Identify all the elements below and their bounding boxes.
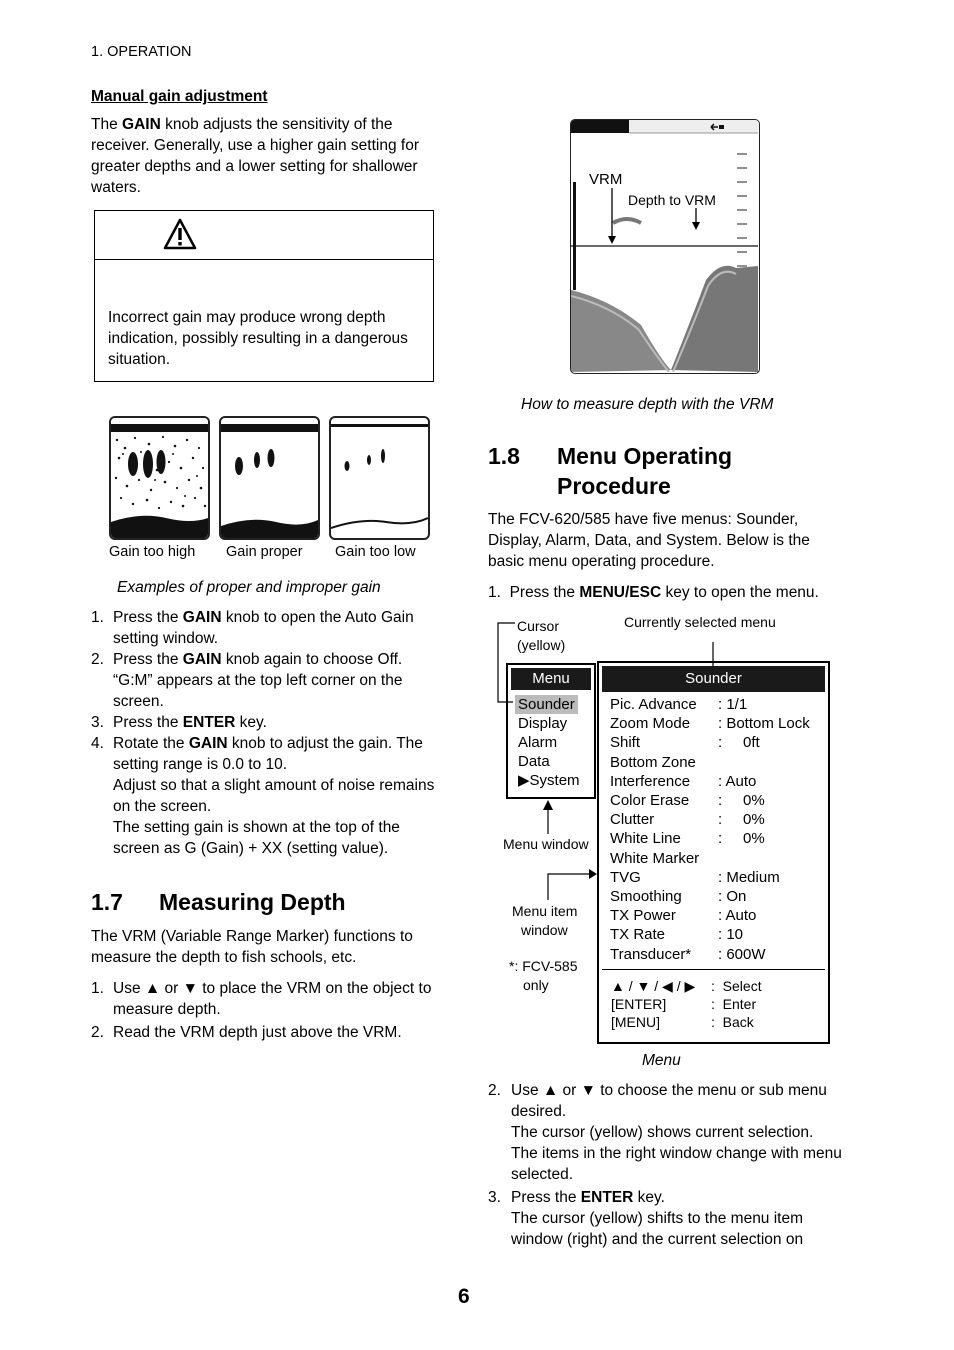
key-hint-key: [ENTER] (611, 996, 667, 1012)
menu-item-sounder[interactable]: Sounder (515, 695, 578, 714)
menu-setting-value: : 0ft (718, 734, 760, 752)
measuring-depth-intro: The VRM (Variable Range Marker) functions to measure the depth to fish schools, etc. (91, 928, 413, 966)
menu-item-window-label-line2: window (521, 922, 568, 938)
warning-icon (163, 218, 197, 250)
menu-setting-name[interactable]: Bottom Zone (610, 753, 696, 771)
menu-setting-name[interactable]: White Line (610, 830, 681, 848)
list-item: 4. Rotate the GAIN knob to adjust the gain. The setting range is 0.0 to 10. Adjust so that a slight amount of noise remains on the screen. The setting gain is shown at the top of the screen as G (Gain) + XX (setting value). (91, 733, 443, 859)
vrm-arrows (600, 186, 710, 246)
caution-box (94, 210, 434, 382)
running-header: 1. OPERATION (91, 44, 192, 60)
cursor-label-line2: (yellow) (517, 637, 566, 653)
menu-item-data[interactable]: Data (518, 753, 550, 770)
vrm-sounder-image (570, 119, 760, 374)
list-item: 3. Press the ENTER key. (91, 714, 267, 731)
step4-note-display: The setting gain is shown at the top of the screen as G (Gain) + XX (setting value). (113, 819, 400, 857)
menu-window (506, 663, 596, 799)
manual-gain-heading: Manual gain adjustment (91, 88, 268, 105)
gain-examples-figure (108, 416, 433, 566)
depth-to-vrm-label: Depth to VRM (628, 192, 716, 208)
gain-too-low-image (329, 416, 430, 540)
menu-setting-name[interactable]: Zoom Mode (610, 715, 691, 733)
vrm-label: VRM (589, 171, 623, 188)
step4-note-noise: Adjust so that a slight amount of noise remains on the screen. (113, 777, 435, 815)
menu-setting-name[interactable]: Interference (610, 772, 691, 790)
footnote-line2: only (523, 977, 549, 993)
menu-setting-value: : Auto (718, 772, 757, 790)
menu-step-3-note: The cursor (yellow) shifts to the menu item window (right) and the current selection on (511, 1210, 804, 1248)
menu-setting-value: : 0% (718, 830, 765, 848)
gain-too-high-image (109, 416, 210, 540)
key-hint-action: : Select (711, 978, 762, 994)
menu-setting-name[interactable]: Smoothing (610, 888, 682, 905)
key-hint-key: ▲ / ▼ / ◀ / ▶ (611, 978, 696, 994)
caution-text: Incorrect gain may produce wrong depth indication, possibly resulting in a dangerous situation. (108, 309, 408, 368)
menu-setting-value: : 10 (718, 926, 744, 944)
list-item: 1. Use ▲ or ▼ to place the VRM on the object to measure depth. (91, 980, 432, 1018)
menu-setting-value: : 600W (718, 945, 766, 963)
footnote-line1: *: FCV-585 (509, 958, 578, 974)
menu-step-1: 1. Press the MENU/ESC key to open the menu. (488, 584, 819, 601)
menu-procedure-intro: The FCV-620/585 have five menus: Sounder, Display, Alarm, Data, and System. Below is the basic menu operating procedure. (488, 511, 810, 570)
menu-figure-caption: Menu (642, 1052, 681, 1069)
menu-setting-value: : Bottom Lock (718, 715, 810, 733)
page-number: 6 (458, 1285, 470, 1308)
menu-setting-name[interactable]: Shift (610, 734, 641, 752)
key-hint-key: [MENU] (611, 1014, 660, 1030)
section-title-measuring-depth: 1.7 Measuring Depth (91, 889, 346, 915)
menu-step-3: 3. Press the ENTER key. The cursor (yellow) shifts to the menu item window (right) and the current selection on (488, 1187, 843, 1250)
key-hint-action: : Enter (711, 996, 757, 1012)
gain-proper-label: Gain proper (226, 544, 303, 560)
menu-setting-name[interactable]: White Marker (610, 849, 700, 867)
menu-setting-name[interactable]: TX Rate (610, 926, 666, 944)
menu-setting-name[interactable]: Clutter (610, 811, 655, 829)
menu-item-window-label-line1: Menu item (512, 903, 578, 919)
menu-item-alarm[interactable]: Alarm (518, 734, 558, 751)
menu-setting-name[interactable]: Pic. Advance (610, 696, 697, 713)
menu-item-system[interactable]: ▶System (518, 772, 580, 789)
menu-setting-name[interactable]: TVG (610, 868, 641, 886)
menu-window-title: Menu (511, 668, 591, 690)
menu-setting-value: : 1/1 (718, 696, 748, 713)
list-item: 1. Press the GAIN knob to open the Auto Gain setting window. (91, 609, 414, 647)
section-title-menu-procedure: 1.8 Menu Operating Procedure (488, 443, 733, 499)
list-item: 2. Read the VRM depth just above the VRM. (91, 1024, 402, 1041)
menu-setting-value: : Auto (718, 907, 757, 925)
menu-step-2-note: The cursor (yellow) shows current selection. The items in the right window change with menu selected. (511, 1124, 842, 1183)
menu-setting-name[interactable]: Color Erase (610, 792, 690, 809)
menu-item-window (597, 661, 830, 1044)
gain-too-low-label: Gain too low (335, 544, 416, 560)
menu-window-label: Menu window (503, 836, 589, 852)
menu-setting-name[interactable]: TX Power (610, 907, 676, 925)
menu-setting-name[interactable]: Transducer* (610, 945, 692, 963)
gain-steps-list (91, 607, 443, 859)
menu-setting-value: : On (718, 888, 747, 905)
gain-figure-caption: Examples of proper and improper gain (117, 579, 381, 596)
menu-step-2: 2. Use ▲ or ▼ to choose the menu or sub menu desired. The cursor (yellow) shows current selection. The items in the right window change with menu selected. 3. Press the ENTER key. The cursor (yellow) shifts to the menu item window (right) and the current selection on (488, 1082, 842, 1248)
cursor-label-line1: Cursor (517, 618, 560, 634)
menu-setting-value: : Medium (718, 868, 780, 886)
manual-gain-intro: The GAIN knob adjusts the sensitivity of the receiver. Generally, use a higher gain setting for greater depths and a lower setting for shallower waters. (91, 116, 419, 196)
current-menu-label: Currently selected menu (624, 614, 776, 630)
menu-setting-value: : 0% (718, 792, 765, 809)
gain-too-high-label: Gain too high (109, 544, 196, 560)
measuring-depth-steps (91, 978, 443, 1043)
list-item: 2. Press the GAIN knob again to choose Off. “G:M” appears at the top left corner on the screen. (91, 651, 403, 710)
gain-proper-image (219, 416, 320, 540)
vrm-figure-caption: How to measure depth with the VRM (521, 396, 774, 413)
menu-item-window-arrow (545, 866, 597, 900)
menu-setting-value: : 0% (718, 811, 765, 829)
menu-item-display[interactable]: Display (518, 715, 568, 732)
menu-window-arrow (540, 800, 556, 834)
menu-item-window-title: Sounder (602, 666, 825, 692)
key-hint-action: : Back (711, 1014, 754, 1030)
